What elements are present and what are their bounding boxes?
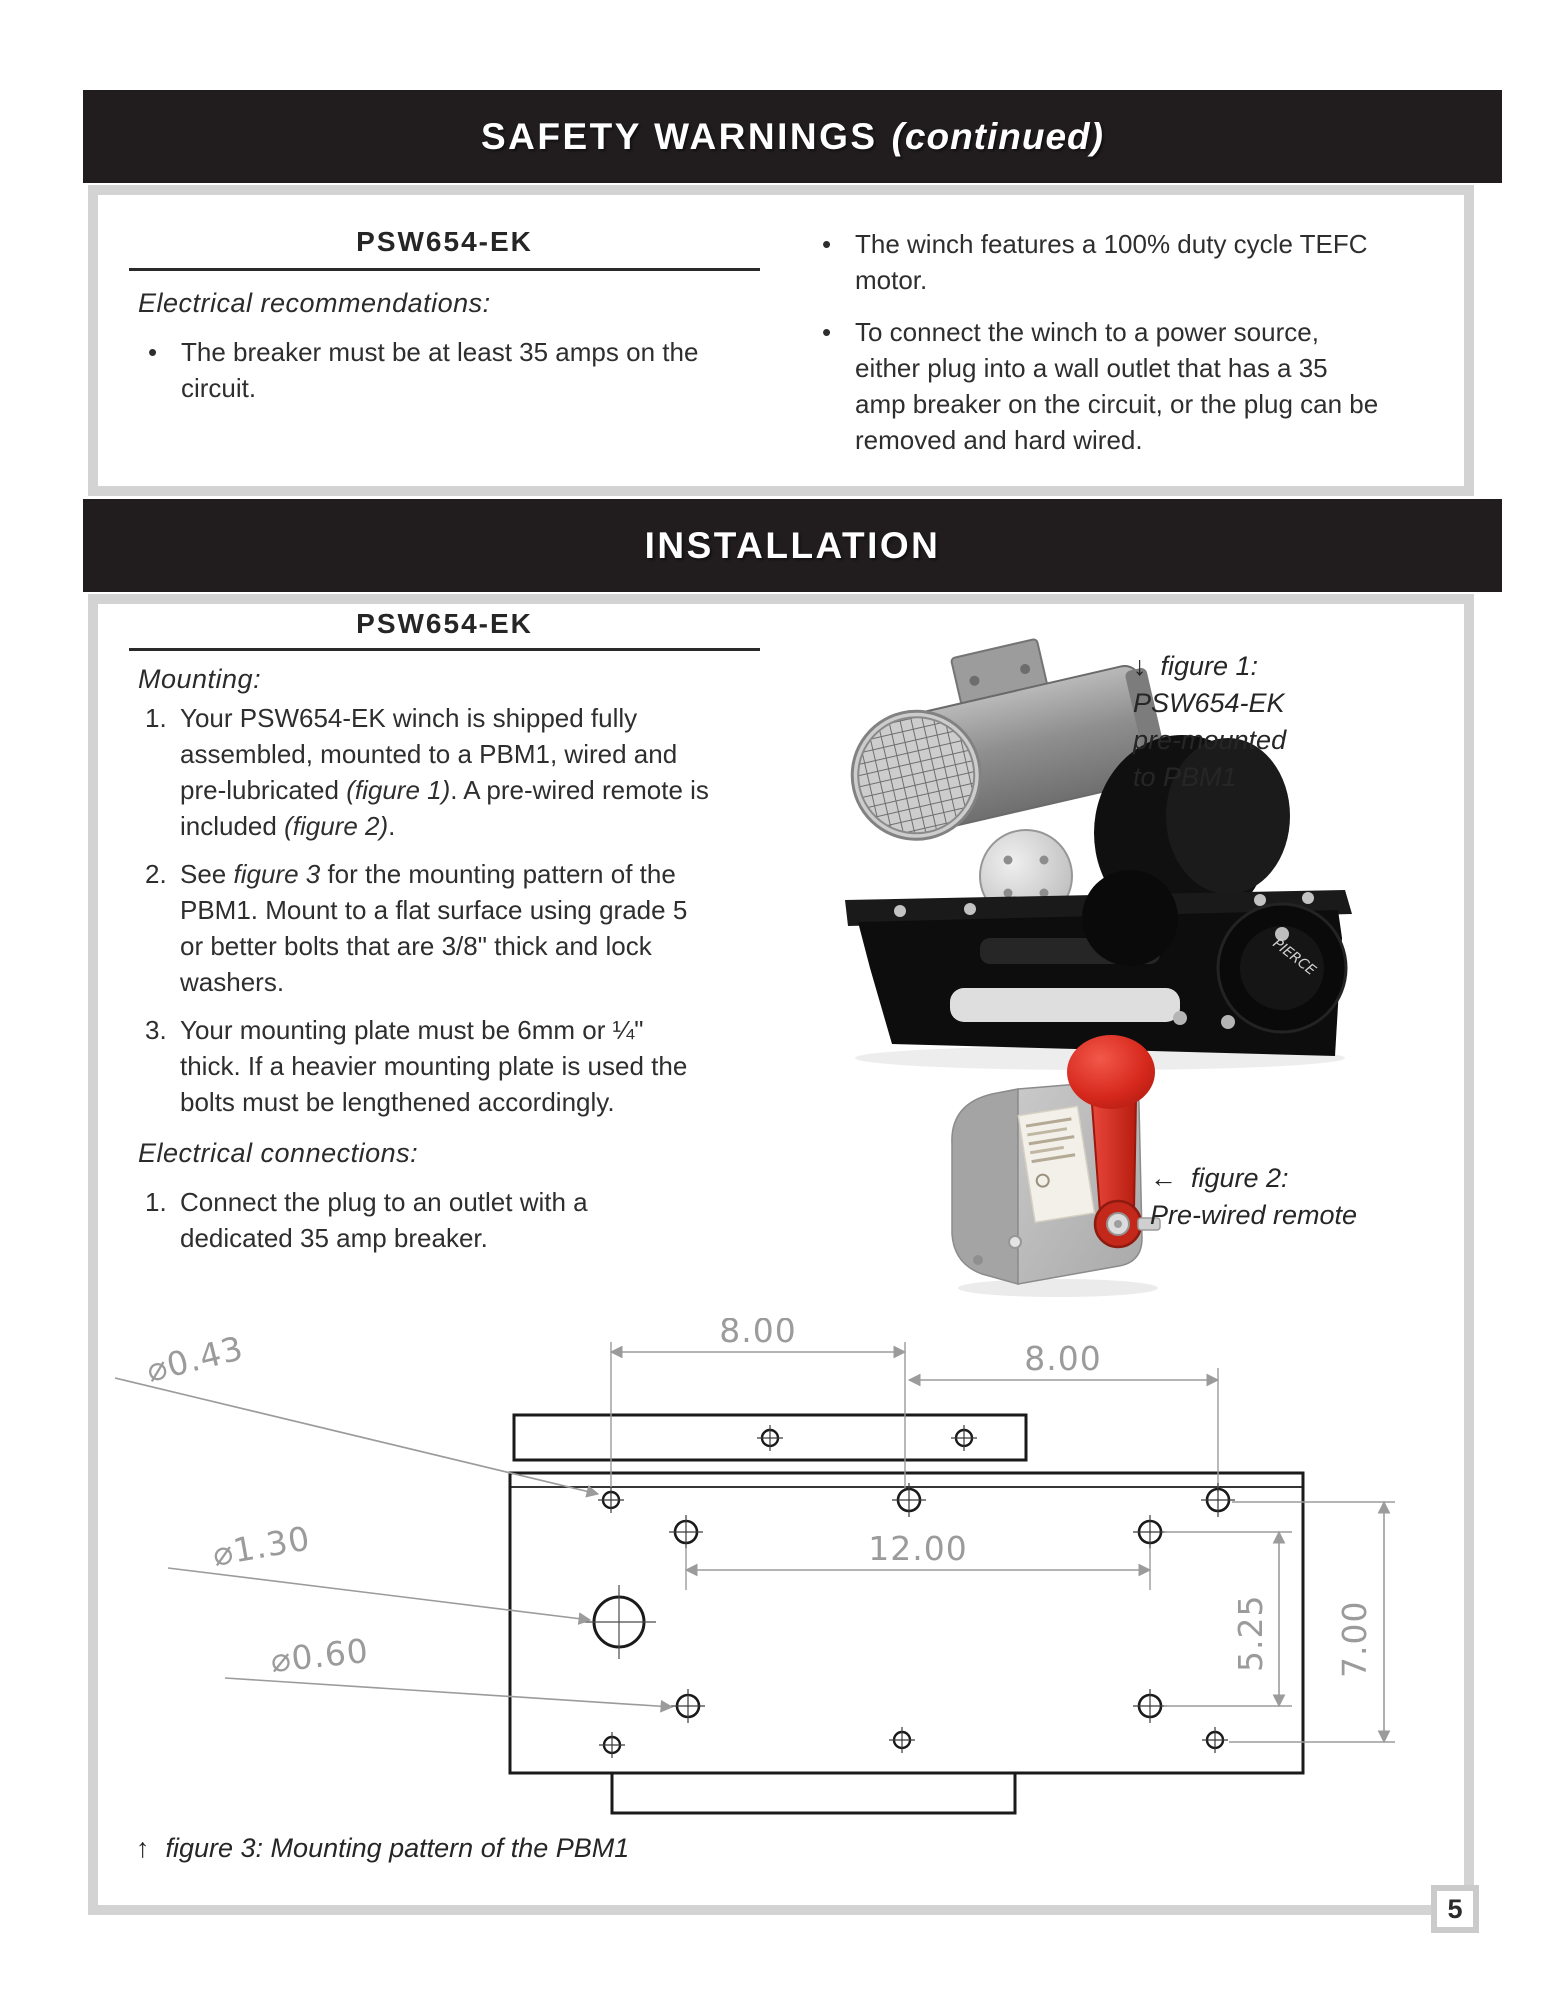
mounting-item-3-text: Your mounting plate must be 6mm or ¼" thick. If a heavier mounting plate is used the bolts must be lengthened accordingly. — [180, 1015, 688, 1117]
mounting-item-1-text: Your PSW654-EK winch is shipped fully assembled, mounted to a PBM1, wired and pre-lubricated (figure 1). A pre-wired remote is included (figure 2). — [180, 703, 709, 841]
dim-8.00-left: 8.00 — [719, 1318, 797, 1350]
mounting-item-2 — [145, 856, 755, 1000]
mounting-item-1 — [145, 700, 755, 844]
safety-right-bullet-2-text: To connect the winch to a power source, either plug into a wall outlet that has a 35 amp breaker on the circuit, or the plug can be removed and hard wired. — [855, 317, 1379, 455]
dim-12.00: 12.00 — [868, 1529, 968, 1568]
down-arrow-icon: ↓ — [1133, 651, 1147, 681]
mounting-label: Mounting: — [138, 664, 262, 694]
bullet-marker: • — [822, 317, 832, 347]
item-number: 3. — [145, 1015, 167, 1045]
safety-warnings-title-text: SAFETY WARNINGS — [481, 115, 878, 157]
left-arrow-icon: ← — [1150, 1163, 1177, 1193]
safety-warnings-title-note: (continued) — [891, 115, 1104, 157]
up-arrow-icon: ↑ — [136, 1833, 150, 1863]
item-number: 2. — [145, 859, 167, 889]
dim-7.00: 7.00 — [1335, 1600, 1374, 1678]
electrical-item-1-text: Connect the plug to an outlet with a dedicated 35 amp breaker. — [180, 1187, 588, 1253]
safety-right-bullet-2 — [822, 314, 1442, 458]
mounting-item-2-text: See figure 3 for the mounting pattern of the PBM1. Mount to a flat surface using grade 5 or better bolts that are 3/8" thick and lock washers. — [180, 859, 688, 997]
callout-dia-0.43: ⌀0.43 — [142, 1328, 248, 1390]
safety-warnings-header-bar — [83, 90, 1502, 183]
item-number: 1. — [145, 1187, 167, 1217]
electrical-connections-label: Electrical connections: — [138, 1138, 419, 1168]
figure3-caption — [136, 1833, 629, 1864]
dim-5.25: 5.25 — [1231, 1594, 1270, 1672]
callout-dia-1.30: ⌀1.30 — [209, 1518, 314, 1574]
safety-model-heading: PSW654-EK — [356, 226, 533, 257]
page-number: 5 — [1447, 1893, 1463, 1924]
mounting-item-3 — [145, 1012, 755, 1120]
safety-heading-rule — [129, 268, 760, 271]
bullet-marker: • — [148, 337, 158, 367]
electrical-item-1 — [145, 1184, 755, 1256]
electrical-recommendations-label: Electrical recommendations: — [138, 288, 491, 318]
callout-dia-0.60: ⌀0.60 — [268, 1630, 371, 1680]
installation-header-bar — [83, 499, 1502, 592]
figure2-caption — [1150, 1160, 1357, 1234]
dim-8.00-right: 8.00 — [1024, 1339, 1102, 1378]
figure1-caption — [1133, 648, 1286, 796]
safety-right-bullet-1-text: The winch features a 100% duty cycle TEFC motor. — [855, 229, 1368, 295]
safety-left-bullet — [148, 334, 748, 406]
figure1-winch-image — [830, 638, 1370, 1074]
installation-heading-rule — [129, 648, 760, 651]
figure1-caption-line2: PSW654-EK — [1133, 688, 1285, 718]
safety-right-bullet-1 — [822, 226, 1442, 298]
page-number-badge — [1431, 1885, 1479, 1933]
figure2-caption-line1: figure 2: — [1191, 1163, 1289, 1193]
installation-model-heading: PSW654-EK — [356, 608, 533, 639]
figure1-caption-line1: figure 1: — [1160, 651, 1259, 681]
figure1-caption-line3: pre-mounted — [1133, 725, 1287, 755]
item-number: 1. — [145, 703, 167, 733]
installation-title: INSTALLATION — [644, 524, 941, 566]
figure2-caption-line2: Pre-wired remote — [1150, 1200, 1358, 1230]
winch-drum-brand-text: PIERCE — [1269, 935, 1319, 979]
figure1-caption-line4: to PBM1 — [1133, 762, 1237, 792]
bullet-marker: • — [822, 229, 832, 259]
figure3-mounting-pattern-drawing — [95, 1318, 1395, 1830]
safety-warnings-title — [481, 116, 1104, 158]
figure3-caption-text: figure 3: Mounting pattern of the PBM1 — [165, 1833, 630, 1863]
safety-left-bullet-text: The breaker must be at least 35 amps on the circuit. — [181, 337, 699, 403]
